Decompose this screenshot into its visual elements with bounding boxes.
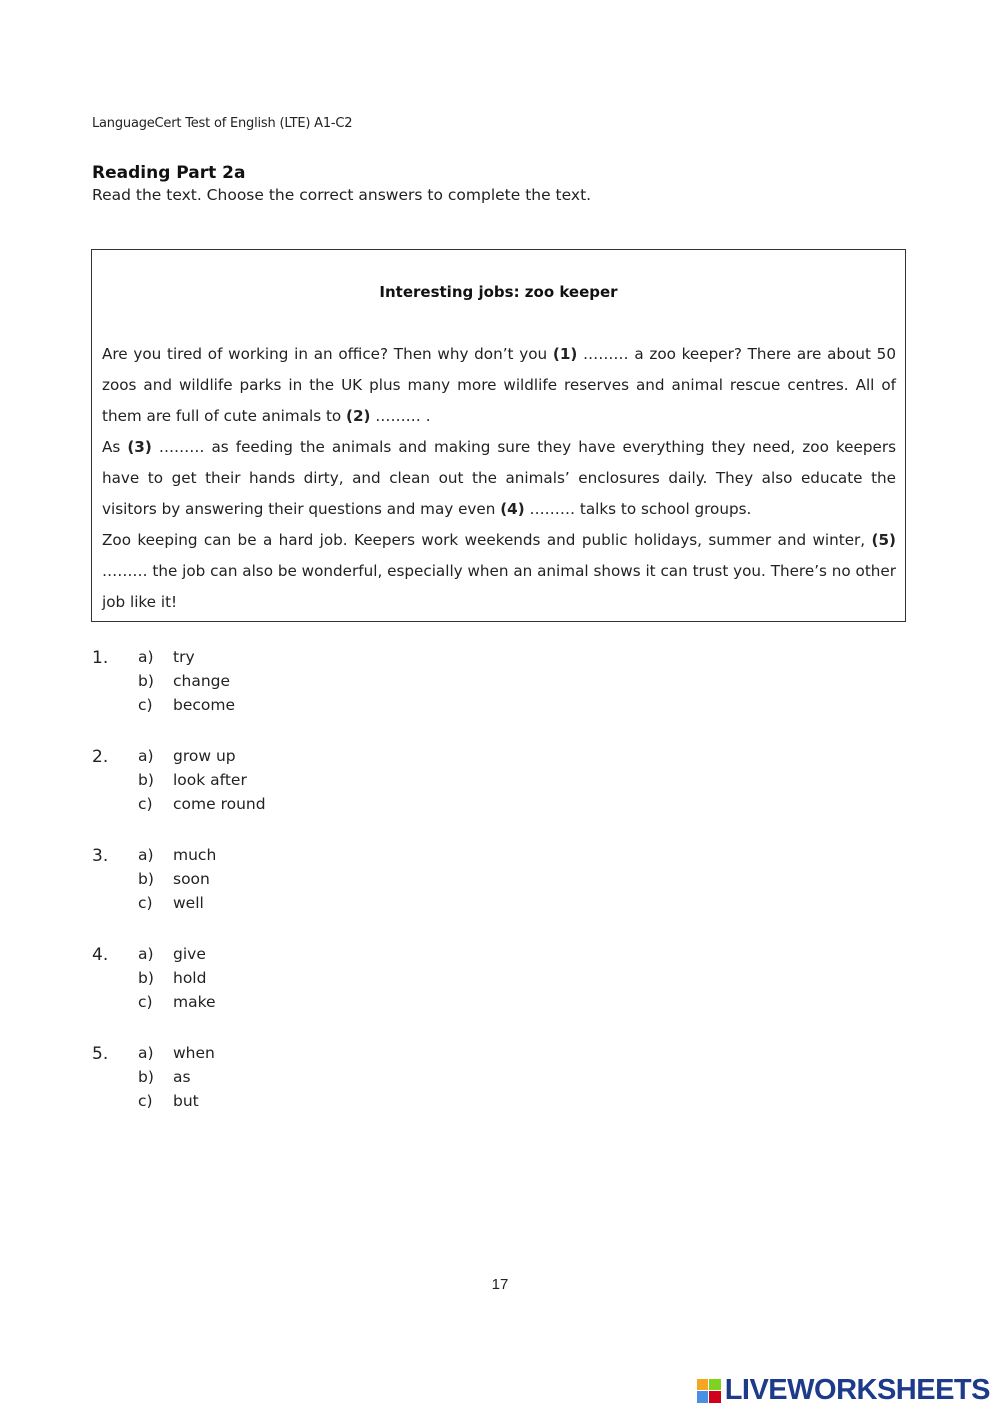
option-text: come round — [173, 795, 266, 813]
option-letter: a) — [138, 648, 154, 666]
liveworksheets-watermark[interactable] — [697, 1374, 990, 1407]
option-4a[interactable] — [138, 945, 206, 969]
question-number: 2. — [92, 747, 109, 767]
option-5b[interactable] — [138, 1068, 191, 1092]
page-number: 17 — [491, 1276, 509, 1293]
option-text: grow up — [173, 747, 236, 765]
option-letter: b) — [138, 870, 154, 888]
reading-passage — [102, 339, 896, 618]
paragraph-1 — [102, 339, 896, 432]
reading-text-box — [91, 249, 906, 622]
option-1b[interactable] — [138, 672, 230, 696]
option-5a[interactable] — [138, 1044, 215, 1068]
option-text: but — [173, 1092, 199, 1110]
question-number: 1. — [92, 648, 109, 668]
document-header: LanguageCert Test of English (LTE) A1-C2 — [92, 116, 353, 131]
text-title: Interesting jobs: zoo keeper — [379, 283, 618, 301]
option-letter: a) — [138, 747, 154, 765]
option-text: become — [173, 696, 236, 714]
option-letter: b) — [138, 969, 154, 987]
question-number: 4. — [92, 945, 109, 965]
option-letter: a) — [138, 1044, 154, 1062]
option-text: well — [173, 894, 204, 912]
option-2b[interactable] — [138, 771, 247, 795]
gap-4: (4) — [500, 500, 525, 518]
gap-5: (5) — [871, 531, 896, 549]
gap-2: (2) — [346, 407, 371, 425]
option-text: look after — [173, 771, 247, 789]
option-letter: a) — [138, 945, 154, 963]
option-letter: a) — [138, 846, 154, 864]
option-letter: c) — [138, 1092, 153, 1110]
passage-text: As — [102, 438, 128, 456]
passage-text: ……… as feeding the animals and making sure they have everything they need, zoo keepers have to get their hands dirty, and clean out the animals’ enclosures daily. They also educate the visitors by answering their questions and may even — [102, 438, 896, 518]
option-text: soon — [173, 870, 210, 888]
option-text: as — [173, 1068, 191, 1086]
passage-text: ……… a zoo keeper? There are about 50 zoos and wildlife parks in the UK plus many more wildlife reserves and animal rescue centres. All of them are full of cute animals to — [102, 345, 896, 425]
option-2c[interactable] — [138, 795, 266, 819]
question-number: 3. — [92, 846, 109, 866]
option-text: make — [173, 993, 216, 1011]
watermark-text: LIVEWORKSHEETS — [724, 1374, 990, 1406]
option-text: hold — [173, 969, 207, 987]
question-4 — [92, 943, 492, 1042]
option-letter: c) — [138, 795, 153, 813]
option-text: change — [173, 672, 231, 690]
option-letter: c) — [138, 696, 153, 714]
question-3 — [92, 844, 492, 943]
part-title: Reading Part 2a — [92, 163, 246, 183]
option-3b[interactable] — [138, 870, 210, 894]
option-text: give — [173, 945, 206, 963]
liveworksheets-logo-icon — [697, 1379, 721, 1403]
option-3c[interactable] — [138, 894, 204, 918]
option-text: when — [173, 1044, 215, 1062]
question-5 — [92, 1042, 492, 1141]
passage-text: Zoo keeping can be a hard job. Keepers work weekends and public holidays, summer and winter, — [102, 531, 872, 549]
option-1a[interactable] — [138, 648, 195, 672]
option-letter: c) — [138, 894, 153, 912]
passage-text: Are you tired of working in an office? Then why don’t you — [102, 345, 553, 363]
option-text: try — [173, 648, 195, 666]
passage-text: ……… the job can also be wonderful, especially when an animal shows it can trust you. There’s no other job like it! — [102, 562, 896, 611]
option-text: much — [173, 846, 217, 864]
passage-text: ……… talks to school groups. — [524, 500, 752, 518]
question-1 — [92, 646, 492, 745]
gap-1: (1) — [552, 345, 578, 363]
option-letter: b) — [138, 672, 154, 690]
gap-3: (3) — [127, 438, 152, 456]
option-4c[interactable] — [138, 993, 216, 1017]
option-letter: c) — [138, 993, 153, 1011]
paragraph-2 — [102, 432, 896, 525]
option-letter: b) — [138, 1068, 154, 1086]
option-5c[interactable] — [138, 1092, 199, 1116]
instruction-text: Read the text. Choose the correct answers to complete the text. — [92, 186, 592, 204]
passage-text: ……… . — [370, 407, 431, 425]
paragraph-3 — [102, 525, 896, 618]
question-list — [92, 646, 492, 1141]
option-1c[interactable] — [138, 696, 235, 720]
option-3a[interactable] — [138, 846, 216, 870]
option-4b[interactable] — [138, 969, 206, 993]
question-2 — [92, 745, 492, 844]
option-letter: b) — [138, 771, 154, 789]
option-2a[interactable] — [138, 747, 236, 771]
question-number: 5. — [92, 1044, 109, 1064]
